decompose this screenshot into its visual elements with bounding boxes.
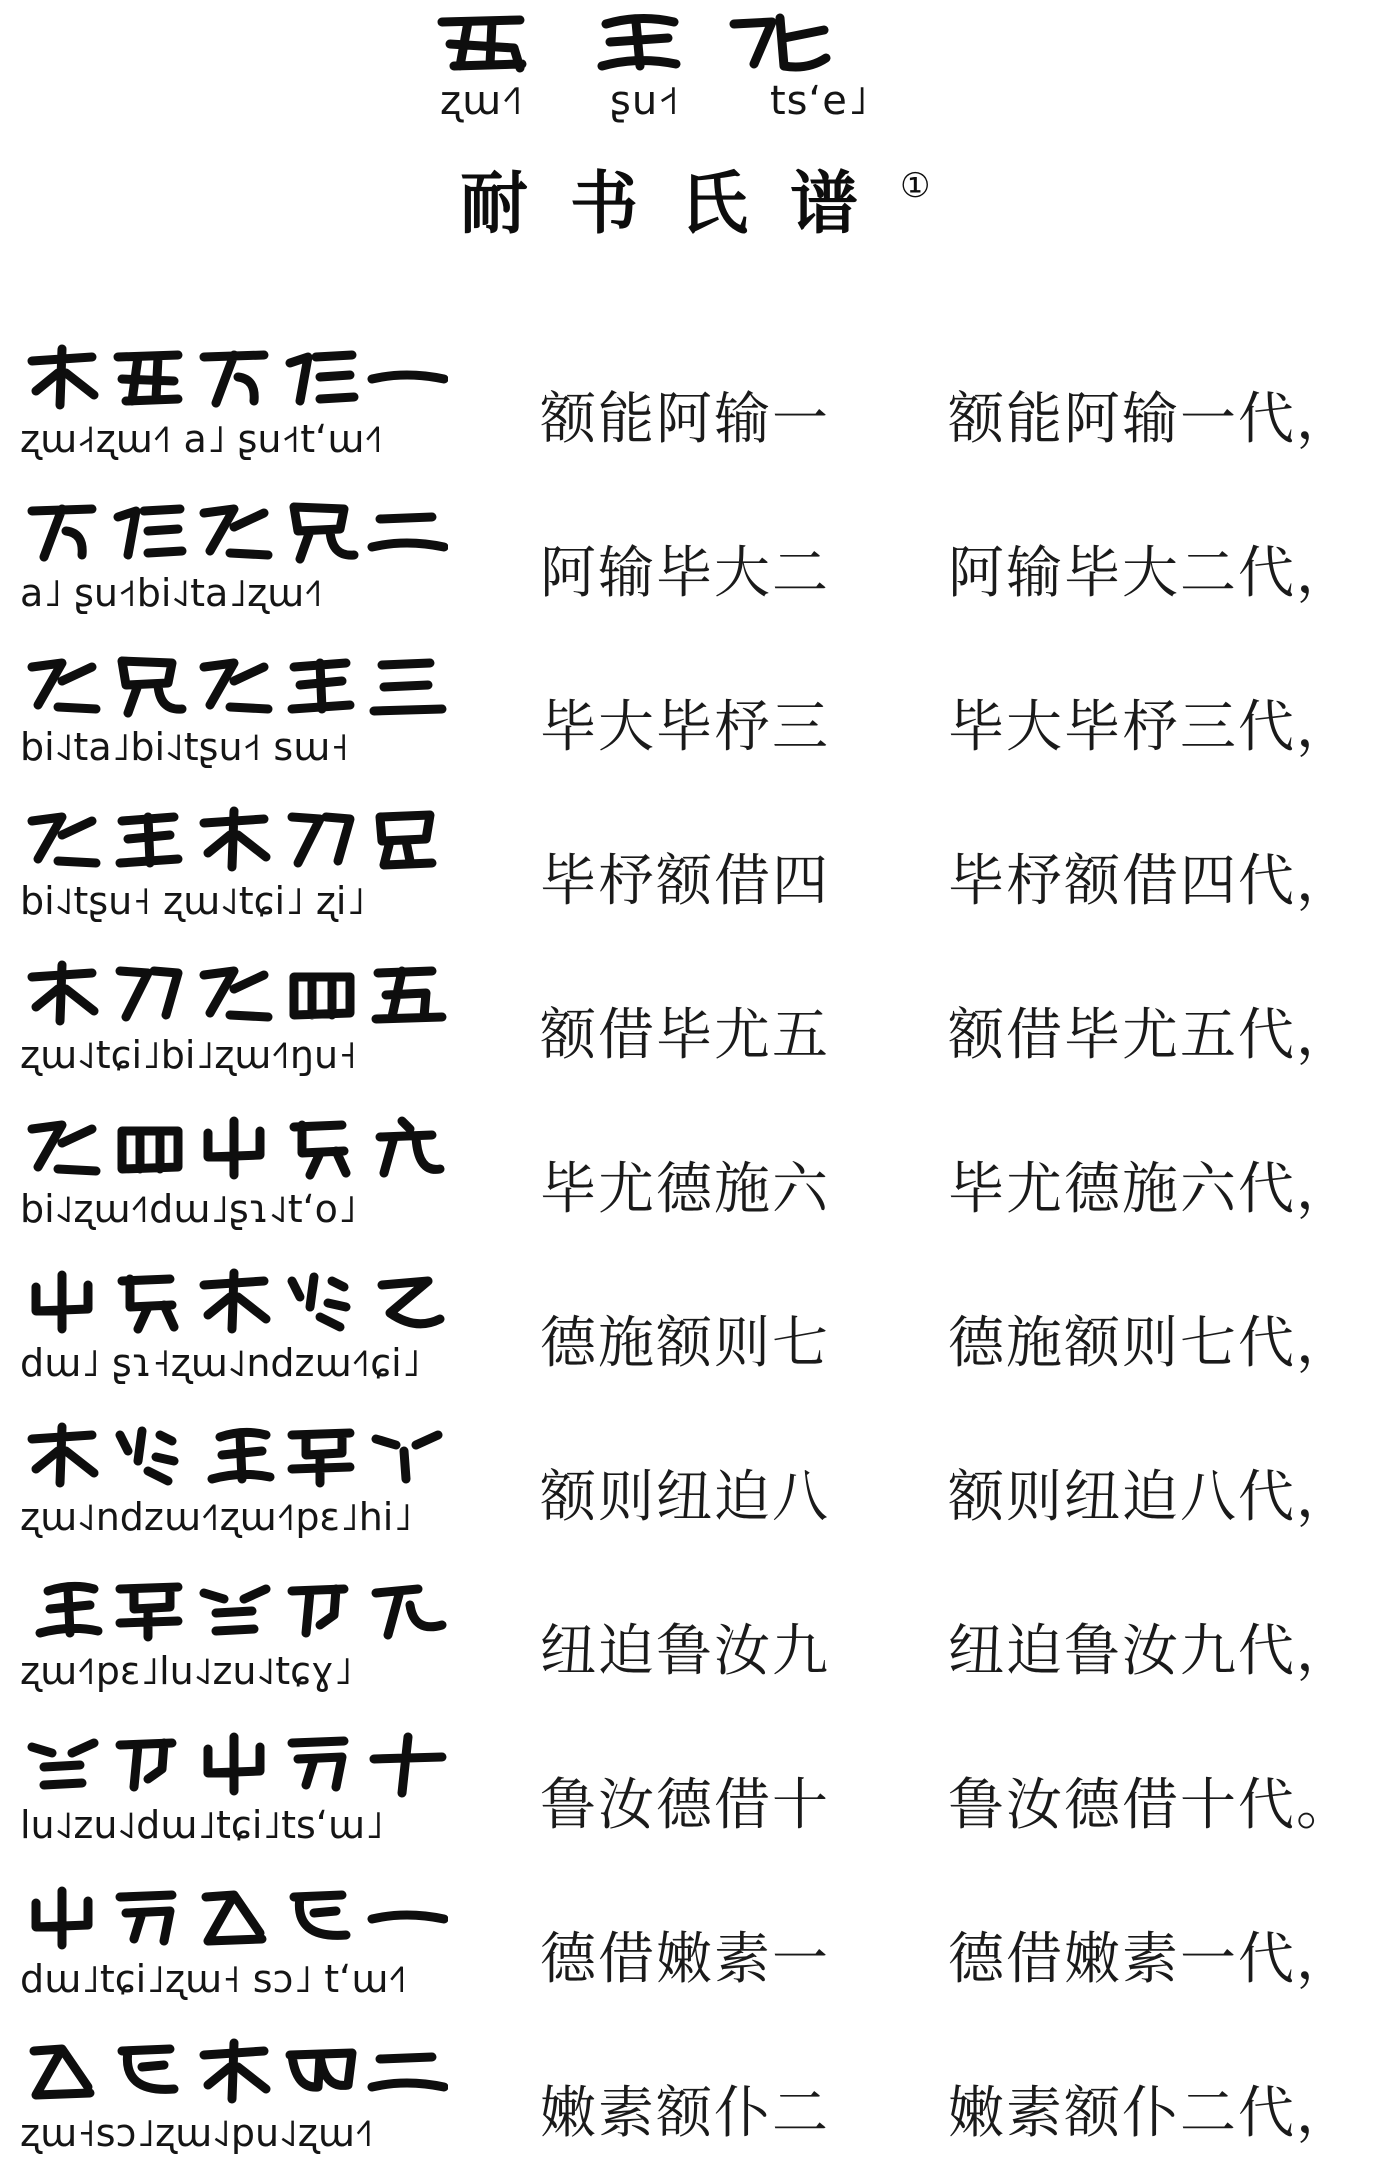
script-glyph [108, 651, 190, 721]
script-glyph [280, 2037, 362, 2107]
phonetic-transcription: ʐɯ˨˧ʐɯ˧˥ a˩ ʂu˧˦t‘ɯ˧˥ [20, 417, 383, 461]
script-glyph [194, 1421, 276, 1491]
script-glyph [280, 1113, 362, 1183]
script-glyph [22, 1883, 104, 1953]
generation-entry: 毕尤德施六代， [948, 1157, 1354, 1222]
phonetic-transcription: dɯ˩tɕi˩ʐɯ˧ sɔ˩ t‘ɯ˧˥ [20, 1957, 407, 2001]
script-glyph [580, 8, 700, 78]
genealogy-row [0, 335, 1384, 489]
ancestor-name: 嫩素额仆二 [540, 2081, 830, 2146]
script-glyph [280, 343, 362, 413]
ancestor-name: 鲁汝德借十 [540, 1773, 830, 1838]
footnote-marker: ① [900, 166, 931, 206]
phonetic-transcription: ʐɯ˨˩tɕi˩bi˩ʐɯ˧˥ŋu˧ [20, 1033, 357, 1077]
phonetic-transcription: bi˨˩ʐɯ˧˥dɯ˩ʂɿ˨˩t‘o˩ [20, 1187, 357, 1231]
script-glyph [366, 1729, 448, 1799]
genealogy-row [0, 1413, 1384, 1567]
script-glyph [108, 497, 190, 567]
script-glyph [22, 2037, 104, 2107]
genealogy-row [0, 489, 1384, 643]
script-glyph [366, 959, 448, 1029]
script-glyph [108, 1729, 190, 1799]
script-glyph [108, 1883, 190, 1953]
header-phonetic: tsʻe˩ [770, 78, 869, 124]
script-glyph [366, 651, 448, 721]
script-glyphs [22, 1267, 452, 1337]
script-glyph [366, 343, 448, 413]
script-glyph [280, 1575, 362, 1645]
script-glyph [194, 959, 276, 1029]
generation-entry: 毕大毕杼三代， [948, 695, 1354, 760]
script-glyphs [22, 1575, 452, 1645]
script-glyphs [22, 2037, 452, 2107]
script-glyphs [22, 651, 452, 721]
script-glyph [22, 1113, 104, 1183]
script-glyph [22, 651, 104, 721]
ancestor-name: 阿输毕大二 [540, 541, 830, 606]
script-glyph [22, 959, 104, 1029]
generation-entry: 纽迫鲁汝九代， [948, 1619, 1354, 1684]
script-glyph [108, 1575, 190, 1645]
ancestor-name: 纽迫鲁汝九 [540, 1619, 830, 1684]
ancestor-name: 毕大毕杼三 [540, 695, 830, 760]
phonetic-transcription: bi˨˩ta˩bi˨˩tʂu˧˦ sɯ˧ [20, 725, 349, 769]
phonetic-transcription: ʐɯ˧sɔ˩ʐɯ˨˩pu˨˩ʐɯ˧˥ [20, 2111, 374, 2155]
generation-entry: 额能阿输一代， [948, 387, 1354, 452]
script-glyph [280, 805, 362, 875]
phonetic-transcription: ʐɯ˧˥pɛ˩lu˨˩zu˨˩tɕɣ˩ [20, 1649, 353, 1693]
header-script-glyphs [430, 8, 970, 78]
generation-entry: 毕杼额借四代， [948, 849, 1354, 914]
genealogy-row [0, 643, 1384, 797]
script-glyphs [22, 959, 452, 1029]
script-glyph [108, 959, 190, 1029]
script-glyph [108, 1113, 190, 1183]
script-glyph [280, 1421, 362, 1491]
script-glyphs [22, 1113, 452, 1183]
script-glyphs [22, 805, 452, 875]
script-glyph [194, 1113, 276, 1183]
script-glyph [280, 1729, 362, 1799]
script-glyph [22, 497, 104, 567]
generation-entry: 嫩素额仆二代， [948, 2081, 1354, 2146]
phonetic-transcription: a˩ ʂu˧˦bi˨˩ta˩ʐɯ˧˥ [20, 571, 323, 615]
ancestor-name: 毕杼额借四 [540, 849, 830, 914]
script-glyph [108, 2037, 190, 2107]
generation-entry: 额则纽迫八代， [948, 1465, 1354, 1530]
header-phonetic: ʐɯ˧˥ [440, 78, 524, 124]
script-glyph [720, 8, 840, 78]
script-glyph [108, 343, 190, 413]
ancestor-name: 德借嫩素一 [540, 1927, 830, 1992]
generation-entry: 鲁汝德借十代。 [948, 1773, 1354, 1838]
genealogy-row [0, 1721, 1384, 1875]
script-glyphs [22, 1883, 452, 1953]
phonetic-transcription: bi˨˩tʂu˧ ʐɯ˨˩tɕi˩ ʐi˩ [20, 879, 366, 923]
script-glyph [194, 1729, 276, 1799]
script-glyphs [22, 497, 452, 567]
script-glyph [22, 1421, 104, 1491]
script-glyph [280, 497, 362, 567]
generation-entry: 德借嫩素一代， [948, 1927, 1354, 1992]
script-glyph [108, 805, 190, 875]
script-glyph [194, 1575, 276, 1645]
script-glyph [194, 497, 276, 567]
script-glyphs [22, 1729, 452, 1799]
script-glyph [366, 805, 448, 875]
script-glyph [194, 1883, 276, 1953]
header-phonetics [430, 78, 970, 128]
phonetic-transcription: dɯ˩ ʂɿ˧ʐɯ˨˩ndzɯ˧˥ɕi˩ [20, 1341, 421, 1385]
script-glyphs [22, 343, 452, 413]
script-glyph [22, 343, 104, 413]
phonetic-transcription: ʐɯ˨˩ndzɯ˧˥ʐɯ˧˥pɛ˩hi˩ [20, 1495, 413, 1539]
script-glyph [194, 343, 276, 413]
script-glyph [366, 2037, 448, 2107]
script-glyphs [22, 1421, 452, 1491]
generation-entry: 阿输毕大二代， [948, 541, 1354, 606]
genealogy-row [0, 797, 1384, 951]
ancestor-name: 额则纽迫八 [540, 1465, 830, 1530]
ancestor-name: 德施额则七 [540, 1311, 830, 1376]
script-glyph [108, 1267, 190, 1337]
script-glyph [366, 1267, 448, 1337]
script-glyph [280, 651, 362, 721]
script-glyph [366, 497, 448, 567]
header-phonetic: ʂu˧˦ [610, 78, 680, 124]
script-glyph [366, 1421, 448, 1491]
script-glyph [194, 805, 276, 875]
script-glyph [366, 1113, 448, 1183]
genealogy-row [0, 1259, 1384, 1413]
phonetic-transcription: lu˨˩zu˨˩dɯ˩tɕi˩ts‘ɯ˩ [20, 1803, 384, 1847]
genealogy-list [0, 335, 1384, 2183]
script-glyph [194, 1267, 276, 1337]
script-glyph [22, 1729, 104, 1799]
script-glyph [430, 8, 550, 78]
script-glyph [108, 1421, 190, 1491]
generation-entry: 额借毕尤五代， [948, 1003, 1354, 1068]
genealogy-row [0, 2029, 1384, 2183]
script-glyph [366, 1883, 448, 1953]
script-glyph [280, 1267, 362, 1337]
script-glyph [22, 1575, 104, 1645]
genealogy-row [0, 951, 1384, 1105]
script-glyph [22, 805, 104, 875]
generation-entry: 德施额则七代， [948, 1311, 1354, 1376]
script-glyph [280, 959, 362, 1029]
ancestor-name: 额借毕尤五 [540, 1003, 830, 1068]
genealogy-row [0, 1875, 1384, 2029]
page-title-text: 耐书氏谱 [460, 164, 901, 244]
script-glyph [22, 1267, 104, 1337]
script-glyph [366, 1575, 448, 1645]
genealogy-row [0, 1567, 1384, 1721]
genealogy-row [0, 1105, 1384, 1259]
script-glyph [194, 651, 276, 721]
script-glyph [280, 1883, 362, 1953]
ancestor-name: 额能阿输一 [540, 387, 830, 452]
page-title [460, 150, 980, 244]
script-glyph [194, 2037, 276, 2107]
ancestor-name: 毕尤德施六 [540, 1157, 830, 1222]
